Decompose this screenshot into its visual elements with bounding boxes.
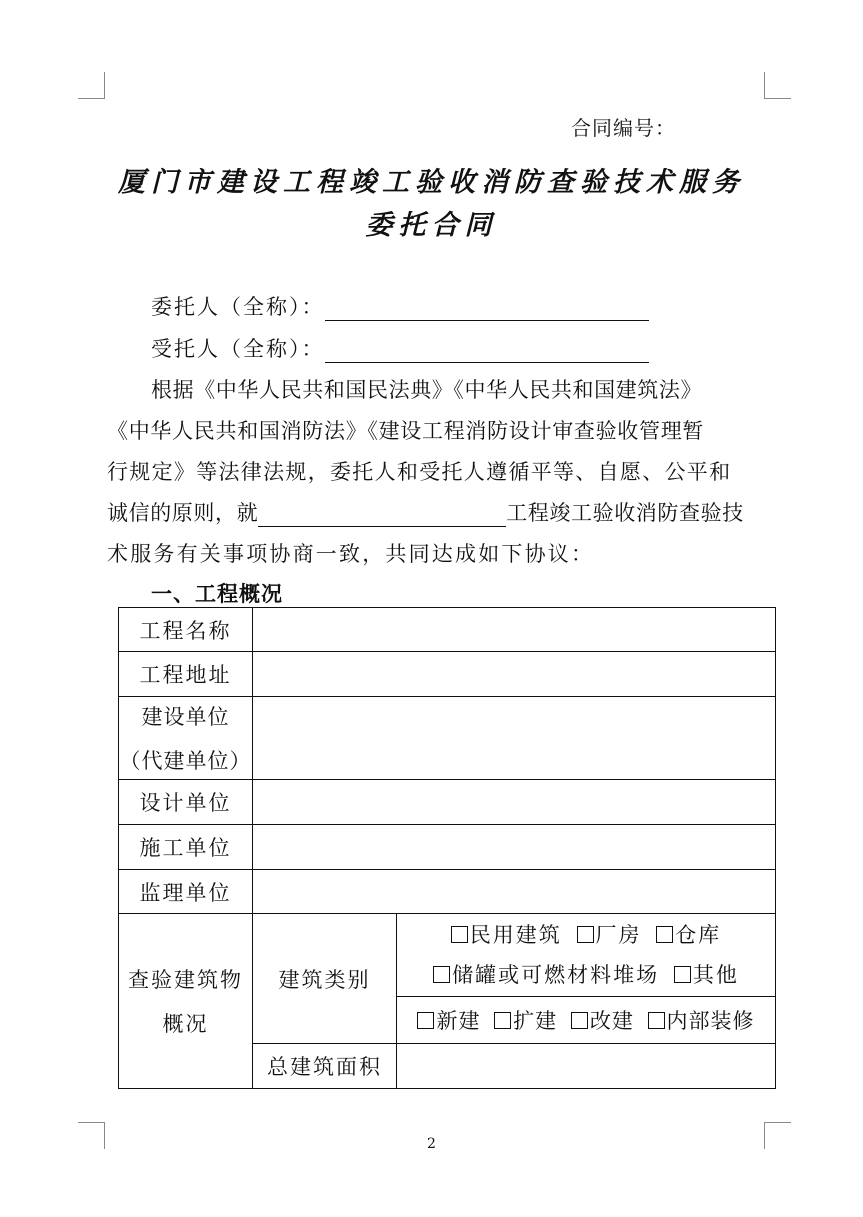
option-warehouse[interactable]: 仓库	[656, 915, 721, 955]
row-label: 设计单位	[119, 780, 253, 825]
row-label-line2: （代建单位）	[119, 749, 252, 773]
client-field	[151, 291, 649, 321]
contract-number-label: 合同编号：	[571, 116, 676, 140]
contractor-field	[151, 333, 649, 363]
project-address-cell[interactable]	[253, 652, 776, 697]
checkbox-icon	[656, 926, 673, 943]
section-heading: 一、工程概况	[151, 582, 283, 606]
construction-type-options	[397, 997, 776, 1044]
contractor-unit-cell[interactable]	[253, 825, 776, 870]
table-row	[119, 608, 776, 652]
page-number: 2	[427, 1136, 436, 1152]
body-line-4	[107, 497, 744, 527]
table-row	[119, 652, 776, 697]
category-label: 建筑类别	[253, 914, 397, 1044]
checkbox-icon	[433, 966, 450, 983]
option-new-build[interactable]: 新建	[417, 1005, 480, 1035]
supervision-unit-cell[interactable]	[253, 870, 776, 914]
client-name-blank[interactable]	[325, 296, 649, 321]
checkbox-icon	[571, 1012, 588, 1029]
option-civil[interactable]: 民用建筑	[451, 915, 562, 955]
checkbox-icon	[674, 966, 691, 983]
option-factory[interactable]: 厂房	[577, 915, 642, 955]
inspection-label-line2: 概况	[162, 1012, 209, 1036]
row-label: 施工单位	[119, 825, 253, 870]
document-title-line1: 厦门市建设工程竣工验收消防查验技术服务	[118, 167, 745, 198]
option-expansion[interactable]: 扩建	[494, 1005, 557, 1035]
table-row	[119, 914, 776, 997]
body-line-4-prefix: 诚信的原则，就	[107, 501, 259, 525]
document-title-line2: 委托合同	[365, 210, 498, 241]
option-renovation[interactable]: 改建	[571, 1005, 634, 1035]
area-value-cell[interactable]	[397, 1044, 776, 1089]
body-line-5: 术服务有关事项协商一致，共同达成如下协议：	[107, 542, 595, 566]
project-overview-table	[118, 607, 776, 1089]
checkbox-icon	[494, 1012, 511, 1029]
category-options	[397, 914, 776, 997]
checkbox-icon	[417, 1012, 434, 1029]
option-other[interactable]: 其他	[674, 955, 739, 995]
crop-mark-top-right	[764, 72, 791, 99]
inspection-label-line1: 查验建筑物	[128, 968, 243, 992]
row-label: 工程名称	[119, 608, 253, 652]
contractor-label: 受托人（全称）：	[151, 337, 325, 361]
option-interior[interactable]: 内部装修	[648, 1005, 755, 1035]
row-label-line1: 建设单位	[141, 705, 230, 729]
row-label: 监理单位	[119, 870, 253, 914]
construction-unit-cell[interactable]	[253, 697, 776, 780]
table-row	[119, 780, 776, 825]
design-unit-cell[interactable]	[253, 780, 776, 825]
body-line-4-suffix: 工程竣工验收消防查验技	[506, 501, 744, 525]
table-row	[119, 870, 776, 914]
row-label: 工程地址	[119, 652, 253, 697]
row-label	[119, 697, 253, 780]
option-storage-tank[interactable]: 储罐或可燃材料堆场	[433, 955, 659, 995]
area-label: 总建筑面积	[253, 1044, 397, 1089]
contractor-name-blank[interactable]	[325, 338, 649, 363]
checkbox-icon	[648, 1012, 665, 1029]
checkbox-icon	[577, 926, 594, 943]
body-line-1: 根据《中华人民共和国民法典》《中华人民共和国建筑法》	[151, 378, 703, 402]
project-name-blank[interactable]	[258, 504, 506, 527]
inspection-label	[119, 914, 253, 1089]
body-line-2: 《中华人民共和国消防法》《建设工程消防设计审查验收管理暂	[107, 419, 705, 443]
crop-mark-top-left	[78, 72, 105, 99]
project-name-cell[interactable]	[253, 608, 776, 652]
table-row	[119, 697, 776, 780]
table-row	[119, 825, 776, 870]
body-line-3: 行规定》等法律法规，委托人和受托人遵循平等、自愿、公平和	[107, 460, 732, 484]
client-label: 委托人（全称）：	[151, 295, 325, 319]
checkbox-icon	[451, 926, 468, 943]
